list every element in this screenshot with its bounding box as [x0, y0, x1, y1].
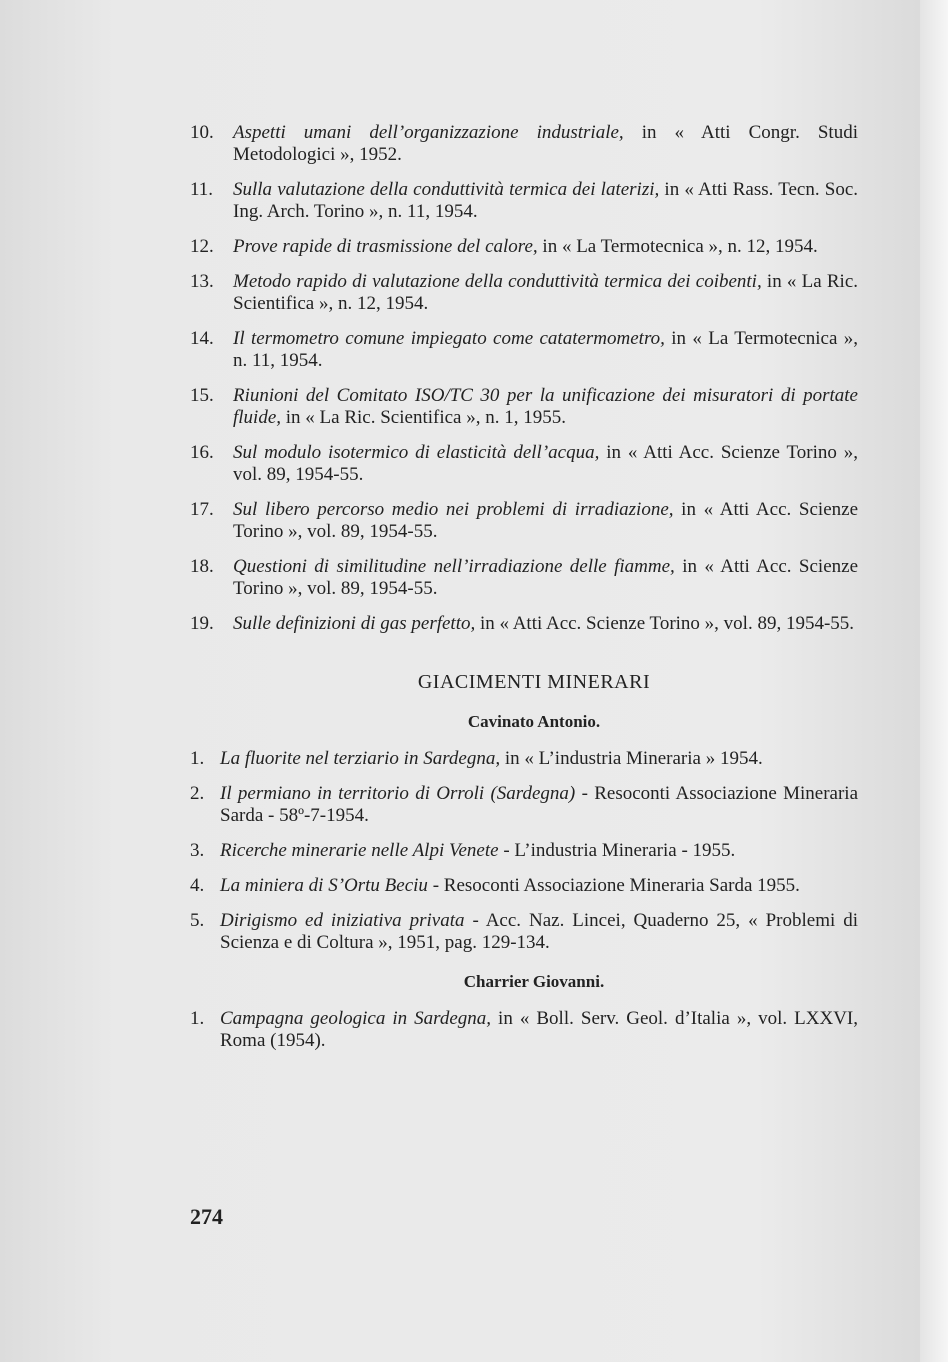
item-number: 5. — [190, 910, 205, 931]
item-title: Dirigismo ed iniziativa privata — [220, 910, 465, 931]
item-source: in « Atti Acc. Scienze Torino », vol. 89, 1954-55. — [475, 613, 855, 634]
list-item — [190, 385, 858, 429]
page-edge — [920, 0, 948, 1362]
author-heading: Charrier Giovanni. — [463, 972, 605, 991]
item-title: Questioni di similitudine nell’irradiazione delle fiamme, — [233, 556, 675, 577]
list-item — [190, 328, 858, 372]
item-source: in « Atti Acc. Scienze Torino », vol. 89, 1954-55. — [233, 442, 858, 485]
item-title: Sul libero percorso medio nei problemi di irradiazione, — [233, 499, 674, 520]
page-number: 274 — [190, 1204, 223, 1229]
item-title: Riunioni del Comitato ISO/TC 30 per la unificazione dei misuratori di portate fluide, — [233, 385, 858, 428]
item-number: 17. — [190, 499, 214, 520]
list-item — [190, 556, 858, 600]
bibliography-list-a — [190, 122, 858, 635]
item-number: 2. — [190, 783, 205, 804]
item-number: 3. — [190, 840, 205, 861]
item-number: 13. — [190, 271, 214, 292]
item-number: 18. — [190, 556, 214, 577]
author-heading: Cavinato Antonio. — [467, 712, 601, 731]
item-number: 16. — [190, 442, 214, 463]
item-title: Campagna geologica in Sardegna, — [220, 1008, 492, 1029]
item-source: - Resoconti Associazione Mineraria Sarda 1955. — [427, 875, 800, 896]
item-number: 1. — [190, 1008, 205, 1029]
list-item — [190, 613, 858, 635]
list-item — [190, 748, 858, 770]
list-item — [190, 910, 858, 954]
item-source: in « Atti Congr. Studi Metodologici », 1952. — [233, 122, 858, 165]
item-source: in « La Termotecnica », n. 11, 1954. — [233, 328, 858, 371]
bibliography-list-b — [190, 748, 858, 954]
item-source: - L’industria Mineraria - 1955. — [498, 840, 736, 861]
list-item — [190, 875, 858, 897]
list-item — [190, 783, 858, 827]
list-item — [190, 442, 858, 486]
item-title: Il termometro comune impiegato come catatermometro, — [233, 328, 665, 349]
list-item — [190, 236, 858, 258]
item-title: Sulle definizioni di gas perfetto, — [233, 613, 476, 634]
item-title: Metodo rapido di valutazione della conduttività termica dei coibenti, — [233, 271, 762, 292]
list-item — [190, 271, 858, 315]
list-item — [190, 122, 858, 166]
item-number: 14. — [190, 328, 214, 349]
item-source: - Resoconti Associazione Mineraria Sarda - 58º-7-1954. — [220, 783, 859, 826]
item-title: La fluorite nel terziario in Sardegna, — [220, 748, 501, 769]
item-number: 1. — [190, 748, 205, 769]
item-number: 12. — [190, 236, 214, 257]
item-source: - Acc. Naz. Lincei, Quaderno 25, « Problemi di Scienza e di Coltura », 1951, pag. 129-134. — [220, 910, 859, 953]
list-item — [190, 499, 858, 543]
item-number: 10. — [190, 122, 214, 143]
item-source: in « L’industria Mineraria » 1954. — [500, 748, 763, 769]
item-source: in « Atti Rass. Tecn. Soc. Ing. Arch. Torino », n. 11, 1954. — [233, 179, 859, 222]
section-title: GIACIMENTI MINERARI — [417, 671, 651, 693]
list-item — [190, 179, 858, 223]
item-source: in « La Ric. Scientifica », n. 12, 1954. — [233, 271, 859, 314]
item-title: Aspetti umani dell’organizzazione industriale, — [233, 122, 624, 143]
item-source: in « Atti Acc. Scienze Torino », vol. 89, 1954-55. — [233, 556, 859, 599]
bibliography-list-c — [190, 1008, 858, 1052]
item-number: 4. — [190, 875, 205, 896]
item-title: Sul modulo isotermico di elasticità dell’acqua, — [233, 442, 600, 463]
item-title: Sulla valutazione della conduttività termica dei laterizi, — [233, 179, 660, 200]
list-item — [190, 1008, 858, 1052]
item-title: Prove rapide di trasmissione del calore, — [233, 236, 538, 257]
item-number: 11. — [190, 179, 214, 200]
item-title: Ricerche minerarie nelle Alpi Venete — [220, 840, 499, 861]
item-source: in « La Termotecnica », n. 12, 1954. — [537, 236, 818, 257]
item-title: Il permiano in territorio di Orroli (Sardegna) — [220, 783, 576, 804]
item-number: 19. — [190, 613, 214, 634]
content — [190, 122, 858, 1065]
item-number: 15. — [190, 385, 214, 406]
item-source: in « Boll. Serv. Geol. d’Italia », vol. LXXVI, Roma (1954). — [220, 1008, 858, 1051]
item-title: La miniera di S’Ortu Beciu — [220, 875, 428, 896]
item-source: in « La Ric. Scientifica », n. 1, 1955. — [281, 407, 566, 428]
list-item — [190, 840, 858, 862]
item-source: in « Atti Acc. Scienze Torino », vol. 89, 1954-55. — [233, 499, 859, 542]
